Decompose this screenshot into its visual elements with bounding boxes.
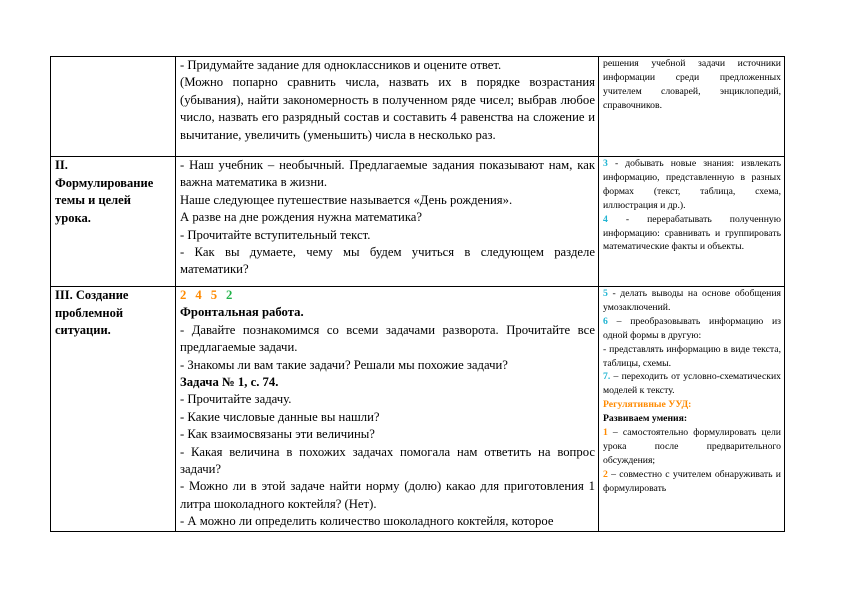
- content-line: - Как взаимосвязаны эти величины?: [180, 427, 375, 442]
- code-label: 4: [195, 288, 202, 302]
- uud-text: – совместно с учителем обнаруживать и формулировать: [603, 468, 781, 494]
- code-label: 5: [210, 288, 218, 302]
- uud-number: 5: [603, 288, 608, 299]
- section-title: Фронтальная работа.: [180, 305, 304, 320]
- content-line: - Прочитайте вступительный текст.: [180, 227, 371, 242]
- stage-title: урока.: [55, 210, 91, 225]
- uud-text: – преобразовывать информацию из одной формы в другую:: [603, 315, 781, 341]
- uud-line: [603, 157, 781, 213]
- uud-number: 7.: [603, 371, 611, 383]
- content-line: - Прочитайте задачу.: [180, 392, 292, 407]
- uud-text: – переходить от условно-схематических моделей к тексту.: [603, 371, 781, 397]
- content-line: - Какие числовые данные вы нашли?: [180, 409, 380, 424]
- uud-text: - перерабатывать полученную информацию: сравнивать и группировать математические факты и объекты.: [603, 213, 781, 253]
- table-row: [51, 287, 785, 532]
- stage-title: Формулирование: [55, 175, 154, 190]
- uud-cell: [599, 157, 785, 287]
- uud-cell: [599, 287, 785, 532]
- uud-number: 3: [603, 158, 608, 169]
- uud-line: [603, 213, 781, 255]
- content-line: - Давайте познакомимся со всеми задачами разворота. Прочитайте все предлагаемые задачи.: [180, 322, 595, 355]
- content-line: - Наш учебник – необычный. Предлагаемые задания показывают нам, как важна математика в жизни.: [180, 158, 595, 190]
- table-row: [51, 57, 785, 157]
- content-line: - Можно ли в этой задаче найти норму (долю) какао для приготовления 1 литра шоколадного коктейля? (Нет).: [180, 479, 595, 511]
- stage-title: III. Создание: [55, 288, 129, 302]
- stage-title: темы и целей: [55, 193, 131, 207]
- table-row: [51, 157, 785, 287]
- stage-cell: [51, 287, 176, 532]
- code-label: 2: [226, 288, 233, 302]
- content-cell: [176, 157, 599, 287]
- content-line: - Какая величина в похожих задачах помогала нам ответить на вопрос задачи?: [180, 444, 595, 477]
- uud-line: [603, 315, 781, 343]
- content-line: - Придумайте задание для одноклассников и оцените ответ.: [180, 58, 502, 72]
- uud-section-title: Регулятивные УУД:: [603, 399, 692, 411]
- stage-title: проблемной: [55, 305, 124, 320]
- uud-number: 4: [603, 213, 608, 225]
- uud-section-subtitle: Развиваем умения:: [603, 413, 688, 425]
- content-line: - Как вы думаете, чему мы будем учиться в следующем разделе математики?: [180, 245, 595, 277]
- content-cell: [176, 287, 599, 532]
- uud-number: 1: [603, 427, 608, 439]
- content-line: - А можно ли определить количество шоколадного коктейля, которое: [180, 514, 554, 529]
- uud-number: 2: [603, 468, 608, 480]
- content-line: Наше следующее путешествие называется «День рождения».: [180, 192, 513, 207]
- uud-cell: [599, 57, 785, 157]
- uud-line: решения учебной задачи источники информации среди предложенных учителем словарей, энциклопедий, справочников.: [603, 58, 781, 111]
- uud-line: [603, 370, 781, 398]
- code-label: 2: [180, 288, 187, 302]
- uud-line: [603, 287, 781, 315]
- content-line: - Знакомы ли вам такие задачи? Решали мы похожие задачи?: [180, 357, 508, 372]
- uud-codes: [180, 287, 595, 304]
- uud-line: [603, 426, 781, 468]
- stage-title: II.: [55, 158, 68, 172]
- uud-text: - добывать новые знания: извлекать информацию, представленную в разных формах (текст, таблица, схема, иллюстрация и др.).: [603, 158, 781, 211]
- uud-number: 6: [603, 315, 608, 327]
- content-cell: [176, 57, 599, 157]
- uud-line: [603, 343, 781, 371]
- lesson-plan-table: [50, 56, 785, 532]
- uud-text: - представлять информацию в виде текста, таблицы, схемы.: [603, 343, 781, 369]
- uud-text: – самостоятельно формулировать цели урока после предварительного обсуждения;: [603, 427, 781, 466]
- stage-title: ситуации.: [55, 323, 111, 337]
- task-title: Задача № 1, с. 74.: [180, 375, 279, 390]
- uud-text: - делать выводы на основе обобщения умозаключений.: [603, 288, 781, 313]
- stage-cell: [51, 157, 176, 287]
- content-line: А разве на дне рождения нужна математика?: [180, 210, 423, 225]
- stage-cell: [51, 57, 176, 157]
- content-line: (Можно попарно сравнить числа, назвать их в порядке возрастания (убывания), найти закономерность в полученном ряде чисел; выбрав любое число, назвать его разрядный состав и составить 4 равенства на сложение и вычитание, увеличить (уменьшить) числа в несколько раз.: [180, 75, 595, 142]
- uud-line: [603, 468, 781, 496]
